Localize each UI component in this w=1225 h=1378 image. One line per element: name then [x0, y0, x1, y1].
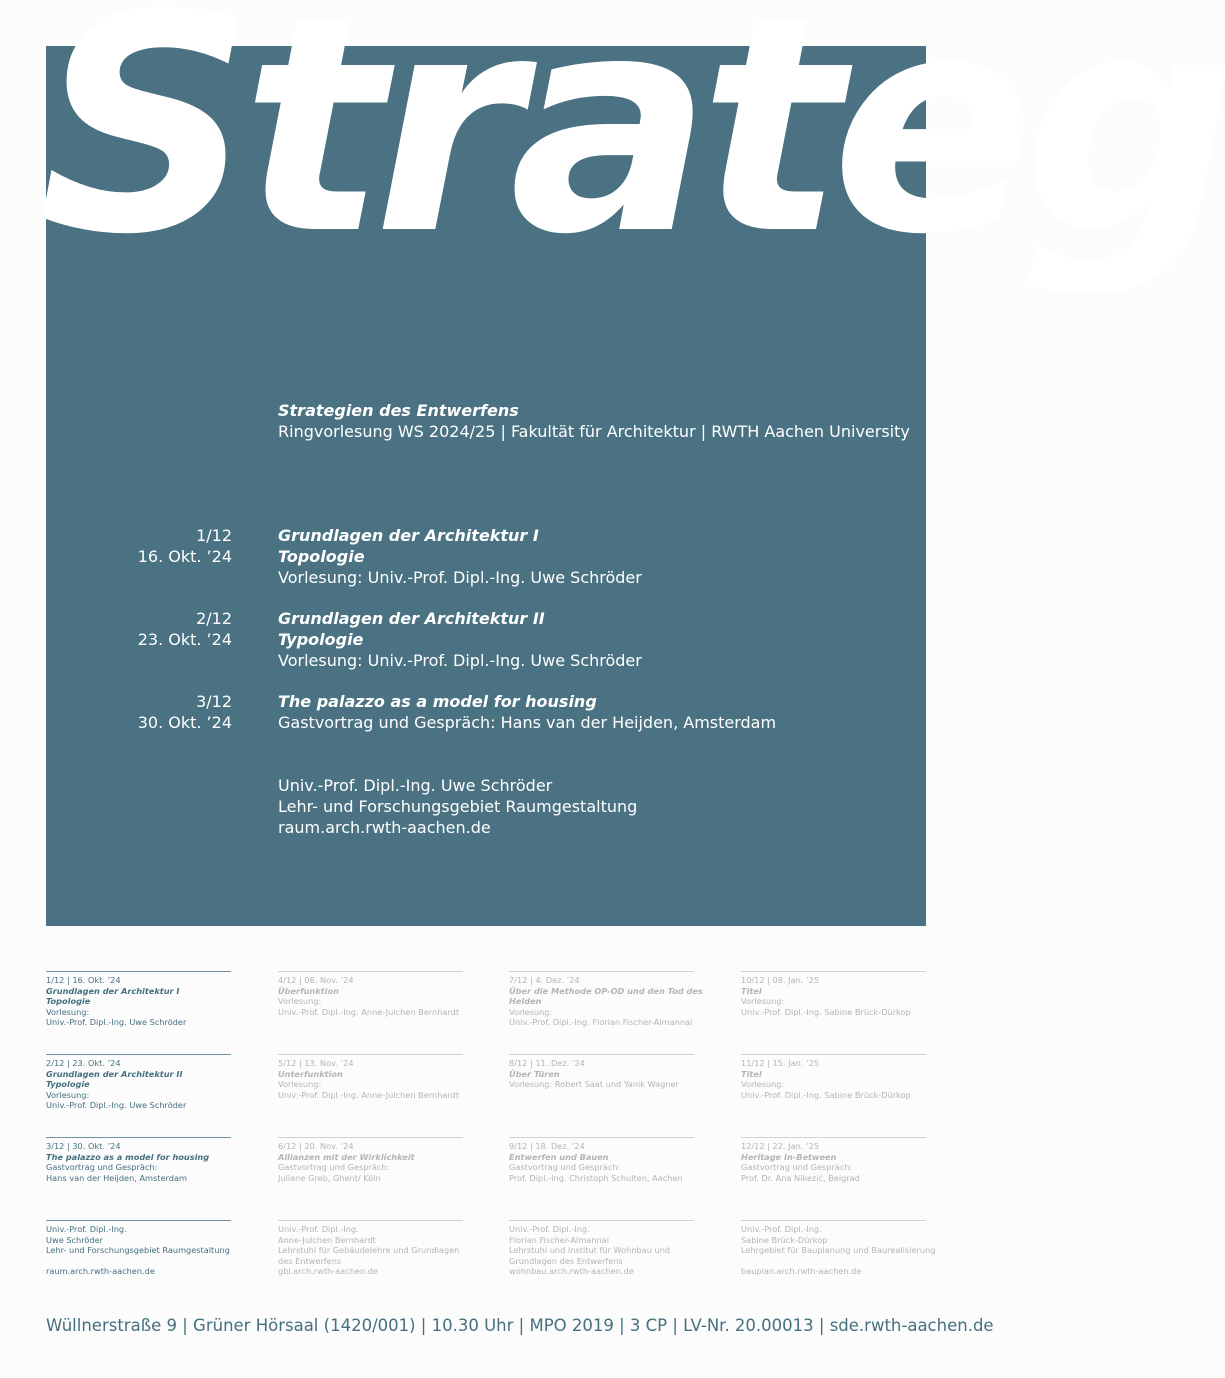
schedule-cell [278, 1054, 463, 1100]
footer-info: Wüllnerstraße 9 | Grüner Hörsaal (1420/001) | 10.30 Uhr | MPO 2019 | 3 CP | LV-Nr. 20.00013 | sde.rwth-aachen.de [46, 1316, 994, 1335]
schedule-cell-date: 11/12 | 15. Jan. ’25 [741, 1058, 820, 1068]
lecture-3-number: 3/12 [196, 692, 232, 711]
schedule-cell-line: Anne-Julchen Bernhardt [278, 1234, 376, 1245]
schedule-cell-line: Univ.-Prof. Dipl.-Ing. Uwe Schröder [46, 1017, 187, 1027]
schedule-cell-line: Lehrstuhl und Institut für Wohnbau und [509, 1245, 671, 1255]
schedule-cell-line: des Entwerfens [278, 1255, 342, 1266]
lecture-2-desc: Vorlesung: Univ.-Prof. Dipl.-Ing. Uwe Schröder [278, 651, 642, 670]
schedule-cell-line: Vorlesung: [278, 1079, 322, 1089]
schedule-cell-line: Univ.-Prof. Dipl.-Ing. Uwe Schröder [46, 1100, 187, 1110]
schedule-cell-line: Vorlesung: [46, 1089, 90, 1100]
lecture-3-date: 30. Okt. ’24 [137, 713, 232, 732]
contact-name: Univ.-Prof. Dipl.-Ing. Uwe Schröder [278, 776, 553, 795]
schedule-cell [46, 1054, 231, 1111]
schedule-cell-line: Univ.-Prof. Dipl.-Ing. Florian Fischer-Almannai [509, 1017, 693, 1027]
schedule-cell-line: Univ.-Prof. Dipl.-Ing. Anne-Julchen Bernhardt [278, 1089, 460, 1100]
schedule-cell-date: 10/12 | 08. Jan. ’25 [741, 975, 820, 985]
lecture-1-subtitle: Topologie [278, 547, 365, 566]
lecture-3-title: The palazzo as a model for housing [278, 692, 597, 711]
schedule-cell-line: Florian Fischer-Almannai [509, 1234, 609, 1245]
schedule-cell [741, 971, 926, 1017]
schedule-cell-line [741, 1256, 926, 1267]
schedule-cell-line: Univ.-Prof. Dipl.-Ing. [46, 1224, 127, 1234]
contact-department: Lehr- und Forschungsgebiet Raumgestaltung [278, 797, 638, 816]
lecture-1-date: 16. Okt. ’24 [137, 547, 232, 566]
schedule-cell-line: Univ.-Prof. Dipl.-Ing. [741, 1224, 822, 1234]
schedule-cell-title: Grundlagen der Architektur II [46, 1068, 183, 1079]
schedule-cell-title: Über Türen [509, 1068, 560, 1079]
schedule-cell [278, 1220, 463, 1277]
schedule-cell-line: Univ.-Prof. Dipl.-Ing. [278, 1224, 359, 1234]
lecture-2-number: 2/12 [196, 609, 232, 628]
schedule-cell [46, 1220, 231, 1277]
schedule-cell [741, 1137, 926, 1183]
schedule-cell-date: 1/12 | 16. Okt. ’24 [46, 975, 121, 985]
schedule-cell [278, 971, 463, 1017]
schedule-cell-date: 9/12 | 18. Dez. ’24 [509, 1141, 585, 1151]
schedule-cell-line: Prof. Dr. Ana Nikezić, Belgrad [741, 1172, 860, 1183]
lecture-3-desc: Gastvortrag und Gespräch: Hans van der Heijden, Amsterdam [278, 713, 777, 732]
schedule-cell-title: Titel [741, 1068, 762, 1079]
schedule-cell-title: Über die Methode OP-OD und den Tod des [509, 985, 703, 996]
schedule-cell-date: 8/12 | 11. Dez. ’24 [509, 1058, 585, 1068]
schedule-cell [509, 1220, 694, 1277]
schedule-cell-line: bauplan.arch.rwth-aachen.de [741, 1266, 862, 1276]
schedule-cell-date: 4/12 | 06. Nov. ’24 [278, 975, 354, 985]
lecture-1-title: Grundlagen der Architektur I [278, 526, 539, 545]
schedule-cell-line: Univ.-Prof. Dipl.-Ing. Sabine Brück-Dürkop [741, 1089, 911, 1100]
schedule-cell-line: wohnbau.arch.rwth-aachen.de [509, 1266, 634, 1276]
poster-subtitle: Strategien des Entwerfens [278, 401, 519, 420]
lecture-1-desc: Vorlesung: Univ.-Prof. Dipl.-Ing. Uwe Schröder [278, 568, 642, 587]
schedule-cell-title: Titel [741, 985, 762, 996]
schedule-cell-line: Gastvortrag und Gespräch: [46, 1162, 158, 1172]
schedule-cell [509, 971, 703, 1028]
schedule-cell-title: Allianzen mit der Wirklichkeit [278, 1151, 415, 1162]
schedule-cell [46, 1137, 231, 1183]
big-title: Strateg [38, 0, 1225, 300]
schedule-cell-line: Vorlesung: [509, 1006, 553, 1017]
schedule-cell-line: Juliane Greb, Ghent/ Köln [278, 1172, 381, 1183]
schedule-cell-line: Uwe Schröder [46, 1234, 104, 1245]
schedule-cell-line: Univ.-Prof. Dipl.-Ing. Anne-Julchen Bernhardt [278, 1006, 460, 1017]
contact-url: raum.arch.rwth-aachen.de [278, 818, 491, 837]
schedule-cell-title: Helden [509, 996, 542, 1006]
schedule-cell [509, 1054, 694, 1090]
schedule-cell-line: Lehrstuhl für Gebäudelehre und Grundlagen [278, 1245, 460, 1255]
schedule-cell-line: gbl.arch.rwth-aachen.de [278, 1266, 378, 1276]
schedule-cell-date: 7/12 | 4. Dez. ’24 [509, 975, 580, 985]
schedule-cell-date: 5/12 | 13. Nov. ’24 [278, 1058, 354, 1068]
schedule-cell-line: Vorlesung: Robert Saat und Yanik Wagner [509, 1079, 679, 1089]
schedule-cell [278, 1137, 463, 1183]
series-line: Ringvorlesung WS 2024/25 | Fakultät für Architektur | RWTH Aachen University [278, 422, 910, 441]
title-panel [38, 0, 1225, 926]
schedule-cell-line [46, 1256, 231, 1267]
schedule-cell-line: Gastvortrag und Gespräch: [278, 1162, 390, 1172]
schedule-cell-title: The palazzo as a model for housing [46, 1151, 210, 1162]
schedule-cell-title: Typologie [46, 1079, 90, 1089]
schedule-cell-line: Univ.-Prof. Dipl.-Ing. [509, 1224, 590, 1234]
lecture-2-date: 23. Okt. ’24 [137, 630, 232, 649]
schedule-cell-line: Vorlesung: [741, 1079, 785, 1089]
lecture-1-number: 1/12 [196, 526, 232, 545]
schedule-cell-line: Lehr- und Forschungsgebiet Raumgestaltung [46, 1245, 230, 1255]
schedule-cell-date: 6/12 | 20. Nov. ’24 [278, 1141, 354, 1151]
schedule-cell [741, 1054, 926, 1100]
schedule-cell [741, 1220, 936, 1277]
schedule-cell-line: raum.arch.rwth-aachen.de [46, 1266, 155, 1276]
schedule-cell-line: Hans van der Heijden, Amsterdam [46, 1172, 187, 1183]
schedule-cell-date: 2/12 | 23. Okt. ’24 [46, 1058, 121, 1068]
schedule-cell-title: Überfunktion [278, 985, 339, 996]
schedule-cell-line: Vorlesung: [46, 1006, 90, 1017]
schedule-cell-line: Gastvortrag und Gespräch: [509, 1162, 621, 1172]
schedule-cell-line: Vorlesung: [741, 996, 785, 1006]
lecture-2-subtitle: Typologie [278, 630, 364, 649]
schedule-cell-title: Entwerfen und Bauen [509, 1151, 609, 1162]
schedule-cell-title: Unterfunktion [278, 1068, 343, 1079]
schedule-cell-title: Topologie [46, 996, 91, 1006]
schedule-cell-line: Gastvortrag und Gespräch: [741, 1162, 853, 1172]
schedule-cell-title: Heritage In-Between [741, 1151, 837, 1162]
schedule-cell-line: Prof. Dipl.-Ing. Christoph Schulten, Aachen [509, 1172, 683, 1183]
lecture-2-title: Grundlagen der Architektur II [278, 609, 545, 628]
schedule-cell-line: Sabine Brück-Dürkop [741, 1234, 828, 1245]
schedule-cell-line: Univ.-Prof. Dipl.-Ing. Sabine Brück-Dürkop [741, 1006, 911, 1017]
schedule-cell-date: 12/12 | 22. Jan. ’25 [741, 1141, 820, 1151]
schedule-cell [509, 1137, 694, 1183]
schedule-cell-title: Grundlagen der Architektur I [46, 985, 180, 996]
schedule-cell-date: 3/12 | 30. Okt. ’24 [46, 1141, 121, 1151]
schedule-cell-line: Lehrgebiet für Bauplanung und Baurealisierung [741, 1245, 936, 1255]
schedule-cell-line: Grundlagen des Entwerfens [509, 1255, 623, 1266]
schedule-cell-line: Vorlesung: [278, 996, 322, 1006]
schedule-cell [46, 971, 231, 1028]
